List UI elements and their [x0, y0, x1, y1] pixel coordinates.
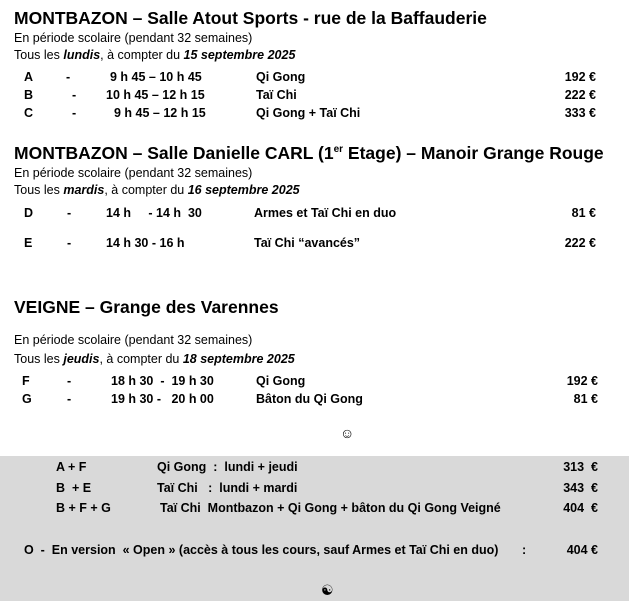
row-course: Taï Chi “avancés”	[254, 236, 361, 250]
section-title-atout-sports: MONTBAZON – Salle Atout Sports - rue de la Baffauderie	[14, 8, 487, 28]
row-time: 9 h 45 – 10 h 45	[110, 70, 202, 84]
row-time: 14 h - 14 h 30	[106, 206, 202, 220]
row-code: B	[24, 88, 34, 102]
row-course: Taï Chi	[256, 88, 297, 102]
combo-code: A + F	[56, 460, 87, 474]
row-price: 192 €	[564, 70, 596, 84]
row-price: 222 €	[564, 88, 596, 102]
row-course: Bâton du Qi Gong	[256, 392, 363, 406]
row-dash: -	[67, 206, 72, 220]
section-schedule: Tous les jeudis, à compter du 18 septembre 2025	[14, 352, 295, 366]
section-title-veigne: VEIGNE – Grange des Varennes	[14, 297, 279, 317]
row-dash: -	[67, 392, 72, 406]
row-price: 222 €	[564, 236, 596, 250]
row-code: D	[24, 206, 34, 220]
row-price: 192 €	[566, 374, 598, 388]
open-version-text: O - En version « Open » (accès à tous les cours, sauf Armes et Taï Chi en duo)	[24, 543, 499, 557]
row-price: 81 €	[571, 206, 596, 220]
row-dash: -	[67, 374, 72, 388]
smiley-icon: ☺	[340, 425, 355, 441]
row-course: Armes et Taï Chi en duo	[254, 206, 397, 220]
combo-course: Qi Gong : lundi + jeudi	[157, 460, 298, 474]
combo-price: 343 €	[563, 481, 598, 495]
row-course: Qi Gong	[256, 374, 306, 388]
section-period: En période scolaire (pendant 32 semaines)	[14, 31, 253, 45]
row-price: 81 €	[573, 392, 598, 406]
row-code: G	[22, 392, 32, 406]
row-dash: -	[72, 106, 77, 120]
combo-price: 313 €	[563, 460, 598, 474]
combo-course: Taï Chi : lundi + mardi	[157, 481, 298, 495]
row-time: 14 h 30 - 16 h	[106, 236, 185, 250]
yin-yang-icon: ☯	[321, 582, 334, 598]
open-version-price: 404 €	[566, 543, 598, 557]
row-time: 19 h 30 - 20 h 00	[111, 392, 214, 406]
row-course: Qi Gong	[256, 70, 306, 84]
row-code: C	[24, 106, 34, 120]
row-time: 10 h 45 – 12 h 15	[106, 88, 205, 102]
combo-price: 404 €	[563, 501, 598, 515]
combo-panel	[0, 456, 629, 601]
section-period: En période scolaire (pendant 32 semaines)	[14, 333, 253, 347]
row-dash: -	[66, 70, 71, 84]
row-code: A	[24, 70, 34, 84]
row-time: 18 h 30 - 19 h 30	[111, 374, 214, 388]
row-course: Qi Gong + Taï Chi	[256, 106, 361, 120]
row-dash: -	[67, 236, 72, 250]
row-dash: -	[72, 88, 77, 102]
section-schedule: Tous les lundis, à compter du 15 septembre 2025	[14, 48, 296, 62]
open-version-colon: :	[522, 543, 527, 557]
row-code: F	[22, 374, 30, 388]
row-code: E	[24, 236, 33, 250]
combo-course: Taï Chi Montbazon + Qi Gong + bâton du Qi Gong Veigné	[160, 501, 501, 515]
combo-code: B + E	[56, 481, 92, 495]
row-price: 333 €	[564, 106, 596, 120]
section-schedule: Tous les mardis, à compter du 16 septembre 2025	[14, 183, 300, 197]
row-time: 9 h 45 – 12 h 15	[114, 106, 206, 120]
section-period: En période scolaire (pendant 32 semaines)	[14, 166, 253, 180]
combo-code: B + F + G	[56, 501, 111, 515]
section-title-danielle-carl: MONTBAZON – Salle Danielle CARL (1er Etage) – Manoir Grange Rouge	[14, 143, 604, 163]
